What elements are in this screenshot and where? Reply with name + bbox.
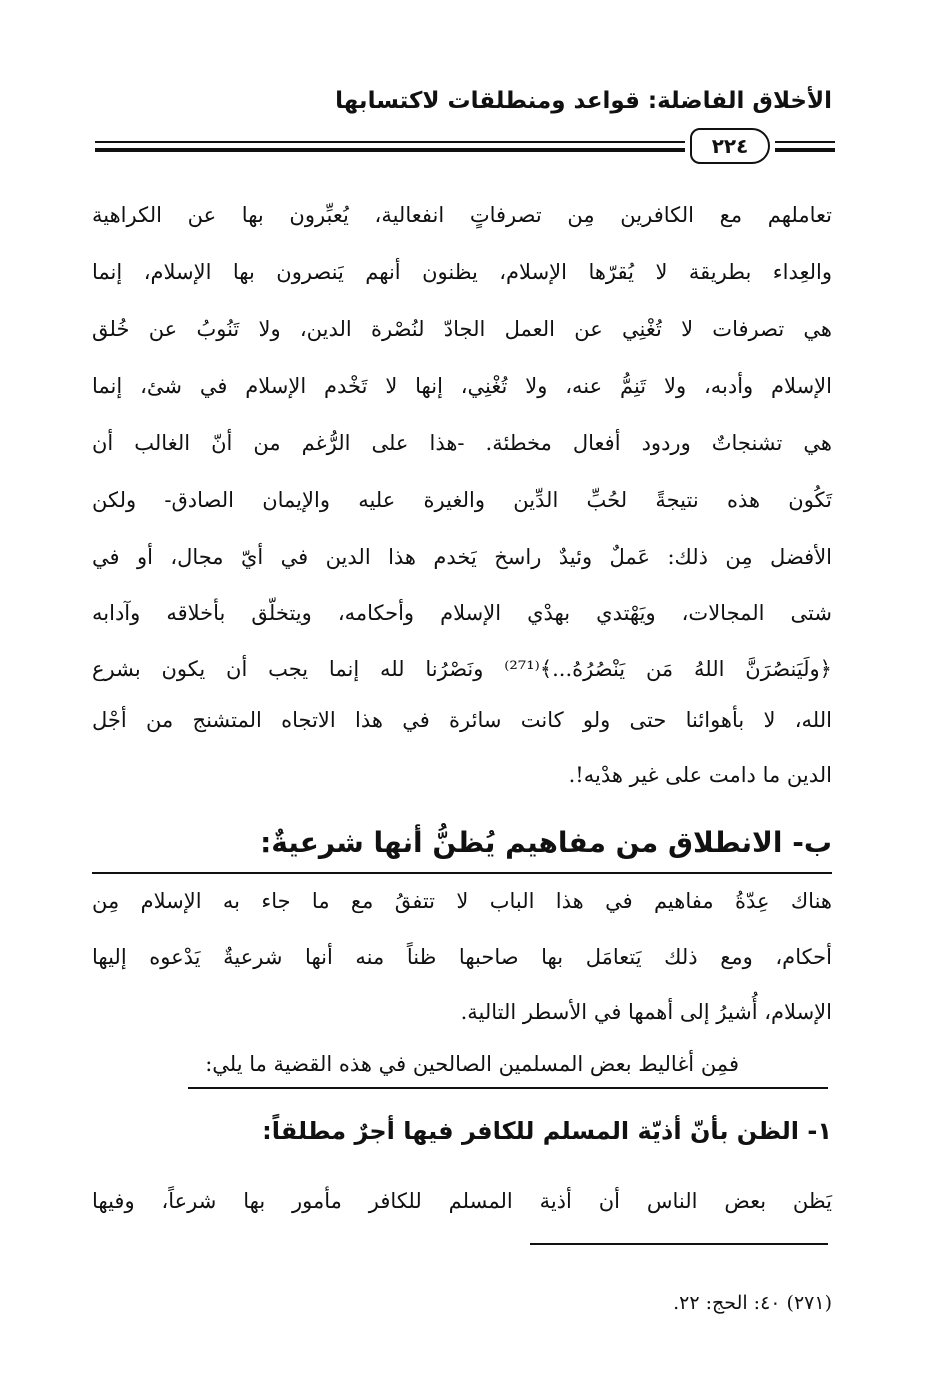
underlined-intro: فمِن أغاليط بعض المسلمين الصالحين في هذه القضية ما يلي: (205, 1052, 739, 1076)
body-line: الإسلام وأدبه، ولا تَنِمُّ عنه، ولا تُغْنِي، إنها لا تَخْدم الإسلام في شئ، إنما (92, 374, 832, 398)
body-line: شتى المجالات، ويَهْتدي بهدْي الإسلام وأحكامه، ويتخلّق بأخلاقه وآدابه (92, 601, 832, 625)
page-number: ٢٢٤ (690, 128, 770, 164)
body-line: أحكام، ومع ذلك يَتعامَل بها صاحبها ظناً منه أنها شرعيةٌ يَدْعوه إليها (92, 945, 832, 969)
section-heading: ب- الانطلاق من مفاهيم يُظنُّ أنها شرعيةٌ: (260, 826, 832, 859)
body-line: الإسلام، أُشيرُ إلى أهمها في الأسطر التالية. (460, 1000, 832, 1024)
body-line: الدين ما دامت على غير هدْيه!. (568, 763, 832, 787)
rule-line (775, 148, 835, 152)
footnote: (٢٧١) ٤٠: الحج: ٢٢. (673, 1292, 832, 1314)
footnote-rule (530, 1243, 828, 1245)
body-line: تَكُون هذه نتيجةً لحُبِّ الدِّين والغيرة عليه والإيمان الصادق- ولكن (92, 488, 832, 512)
body-line: الأفضل مِن ذلك: عَملٌ وئيدٌ راسخ يَخدم هذا الدين في أيّ مجال، أو في (92, 545, 832, 569)
body-line: تعاملهم مع الكافرين مِن تصرفاتٍ انفعالية، يُعبِّرون بها عن الكراهية (92, 203, 832, 227)
body-line: هي تشنجاتٌ وردود أفعال مخطئة. -هذا على الرُّغم من أنّ الغالب أن (92, 431, 832, 455)
body-line: الله، لا بأهوائنا حتى ولو كانت سائرة في هذا الاتجاه المتشنج من أجْل (92, 708, 832, 732)
subsection-heading: ١- الظن بأنّ أذيّة المسلم للكافر فيها أجرٌ مطلقاً: (262, 1117, 832, 1145)
body-line: يَظن بعض الناس أن أذية المسلم للكافر مأمور بها شرعاً، وفيها (92, 1189, 832, 1213)
body-line: والعِداء بطريقة لا يُقرّها الإسلام، يظنون أنهم يَنصرون بها الإسلام، إنما (92, 260, 832, 284)
rule-line (95, 141, 685, 143)
intro-underline (188, 1087, 828, 1089)
rule-line (95, 148, 685, 152)
rule-line (775, 141, 835, 143)
header-rule (95, 128, 835, 168)
heading-underline (92, 872, 832, 874)
body-line: ﴿ولَيَنصُرَنَّ اللهُ مَن يَنْصُرُهُ...﴾⁽²⁷¹⁾ ونَصْرُنا لله إنما يجب أن يكون بشرع (92, 657, 832, 681)
body-line: هناك عِدّةُ مفاهيم في هذا الباب لا تتفقُ مع ما جاء به الإسلام مِن (92, 889, 832, 913)
running-title: الأخلاق الفاضلة: قواعد ومنطلقات لاكتسابها (335, 88, 832, 114)
body-line: هي تصرفات لا تُغْنِي عن العمل الجادّ لنُصْرة الدين، ولا تَنُوبُ عن خُلق (92, 317, 832, 341)
